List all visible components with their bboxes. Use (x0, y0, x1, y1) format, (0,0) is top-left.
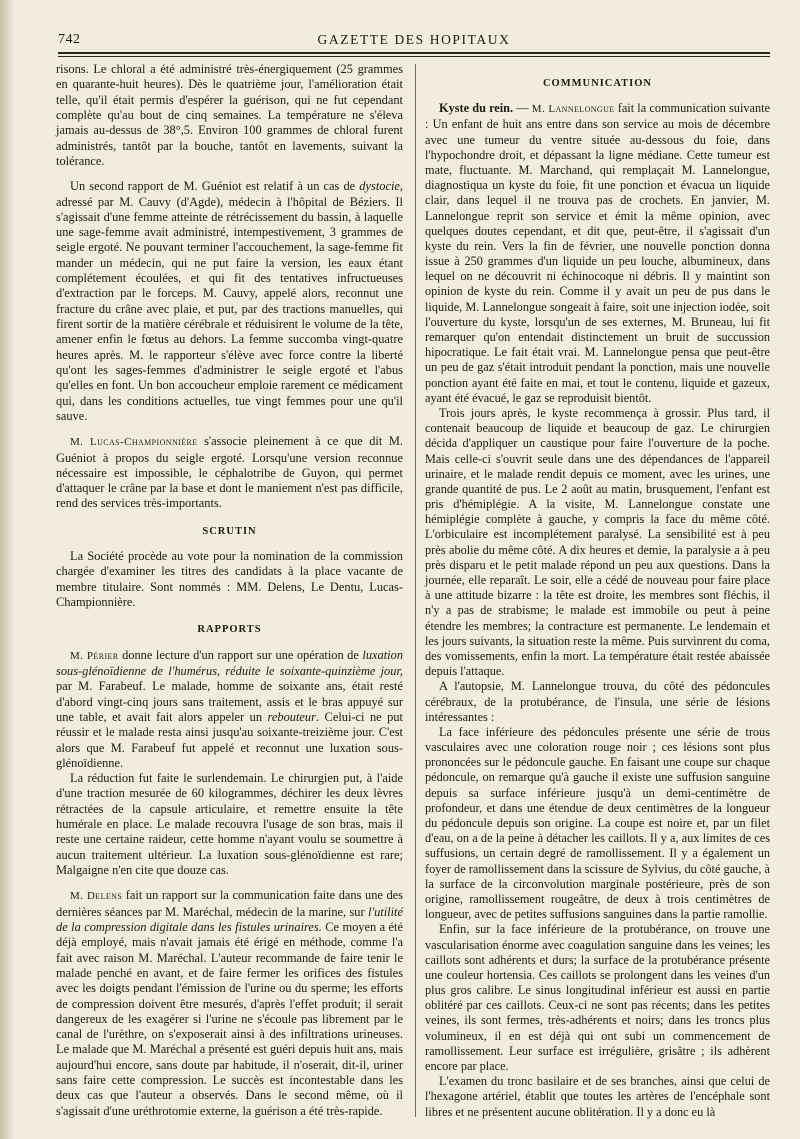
text: Ce moyen a été déjà employé, mais n'avait jamais été érigé en méthode, comme l'a fait avec raison M. Maréchal. L'auteur recommande de faire tenir le malade penché en avant, et de faire fermer les orifices des fistules avec les doigts pendant l'émission de l'urine ou du sperme; les efforts de compression doivent être mesurés, d'après l'effet produit; il serait dangereux de les exagérer si l'urine ne s'écoule pas librement par le canal de l'urèthre, on s'exposerait ainsi à des infiltrations urineuses. Le malade que M. Maréchal a présenté est guéri depuis huit ans, mais aujourd'hui encore, sans doute par habitude, il n'oserait, dit-il, uriner sans faire cette compression. Le succès est incontestable dans les deux cas que l'auteur a observés. Dans le second même, où il s'agissait d'une uréthrotomie externe, la guérison a été très-rapide. (56, 919, 404, 1118)
text: fait la communication suivante : Un enfant de huit ans entre dans son service au mois de décembre avec une tumeur du ventre située au-dessous du foie, dans l'hypochondre droit, et dépassant la ligne médiane. Cette tumeur est mate, fluctuante. M. Marchand, qui remplaçait M. Lannelongue, diagnostiqua un kyste du foie, fit une ponction et évacua un liquide clair, dans lequel il ne trouva pas de crochets. En janvier, M. Lannelongue reprit son service et émit la même opinion, avec quelques doutes cependant, et dit que, peut-être, il s'agissait d'un kyste du rein. Vers la fin de février, une nouvelle ponction donna issue à 250 grammes d'un liquide un peu louche, albumineux, dans lequel on ne découvrit ni échinocoque ni débris. Il y maintint son opinion de kyste du rein. Comme il y avait un peu de pus dans le liquide, M. Lannelongue songeait à faire, soit une injection iodée, soit l'ouverture du kyste, lorsqu'un de ses externes, M. Bruneau, lui fit remarquer qu'on entendait distinctement un bruit de succussion hipocratique. Le fait était vrai. M. Lannelongue pensa que peut-être un peu de gaz s'était introduit pendant la ponction, mais une nouvelle ponction ayant été faite en mai, et tout le contenu, liquide et gazeux, ayant été évacué, le gaz se reproduisit bientôt. (425, 101, 771, 405)
speaker-name: M. Delens (70, 890, 123, 903)
paragraph: La Société procède au vote pour la nomination de la commission chargée d'examiner les titres des candidats à la place vacante de membre titulaire. Sont nommés : MM. Delens, Le Dentu, Lucas-Championnière. (56, 549, 403, 609)
section-heading-communication: COMMUNICATION (542, 78, 653, 89)
text: donne lecture d'un rapport sur une opération de (118, 647, 363, 662)
paragraph (425, 101, 770, 406)
paragraph: Enfin, sur la face inférieure de la protubérance, on trouve une vascularisation énorme avec coagulation sanguine dans les veines; les caillots sont adhérents et durs; la surface de la protubérance présente une couleur hortensia. Ces caillots se prolongent dans les veines d'un plus gros calibre. Le sinus longitudinal inférieur est aussi en partie oblitéré par ces caillots. Ceux-ci ne sont pas récents; dans les petites veines, ils sont fermes, très-adhérents et noirs; dans les troncs plus volumineux, il en est déjà qui ont subi un commencement de ramollissement. Leur surface est irrégulière, grisâtre ; ils adhèrent encore par place. (425, 922, 770, 1073)
page-header (58, 30, 770, 50)
header-rule-thin (58, 56, 770, 57)
italic-term: rebouteur (267, 709, 316, 724)
paragraph: risons. Le chloral a été administré très-énergiquement (25 grammes en quarante-huit heures). Dès le quatrième jour, l'amélioration était telle, qu'il était permis d'espérer la guérison, qui ne fut cependant complète qu'au bout de cinq semaines. La température ne s'éleva jamais au-dessus de 38°,5. Environ 100 grammes de chloral furent administrés, tantôt par la bouche, tantôt en lavements, suivant la tolérance. (56, 62, 403, 168)
page-edge-shadow (0, 0, 14, 1139)
paragraph: A l'autopsie, M. Lannelongue trouva, du côté des pédoncules cérébraux, de la protubérance, de l'insula, une série de lésions intéressantes : (425, 679, 770, 724)
section-heading-scrutin: SCRUTIN (202, 525, 257, 537)
right-column (425, 62, 770, 1120)
text: s'associe pleinement à ce que dit M. Guéniot à propos du seigle ergoté. Lorsqu'une version reconnue nécessaire est impossible, le céphalotribe de Guyon, qui permet d'attaquer le crâne par la base et dont le maniement n'est pas difficile, rend des services très-importants. (56, 434, 404, 511)
section-heading-rapports: RAPPORTS (197, 624, 262, 636)
text: . Celui-ci ne put réussir et le malade resta ainsi jusqu'au soixante-treizième jour. C'est alors que M. Farabeuf fut appelé et reconnut une luxation sous-glénoïdienne. (56, 709, 403, 770)
text: par M. Farabeuf. Le malade, homme de soixante ans, était resté d'abord vingt-cinq jours sans traitement, assis et le bras appuyé sur une table, et avait fait alors appeler un (56, 679, 403, 724)
column-divider (415, 64, 416, 1117)
text: adressé par M. Cauvy (d'Agde), médecin à l'hôpital de Béziers. Il s'agissait d'une femme atteinte de rétrécissement du bassin, à laquelle une sage-femme avait administré, intempestivement, 3 grammes de seigle ergoté. Ne pouvant terminer l'accouchement, la sage-femme fit mander un médecin, qui ne put faire la version, les eaux étant complétement écoulées, et qui fit des tentatives infructueuses d'extraction par le forceps. M. Cauvy, appelé alors, reconnut une fracture du crâne avec plaie, et put, par des tractions manuelles, qui firent sortir de la matière cérébrale et réduisirent le volume de la tête, amener enfin le fœtus au dehors. La femme succomba vingt-quatre heures après. M. le rapporteur s'élève avec force contre la liberté qu'ont les sages-femmes d'administrer le seigle ergoté et l'abus qu'elles en font. Un bon accoucheur emploie rarement ce médicament qui, dans les conditions actuelles, tue vingt femmes pour une qu'il sauve. (56, 194, 403, 423)
paragraph (56, 434, 403, 512)
paragraph: L'examen du tronc basilaire et de ses branches, ainsi que celui de l'hexagone artériel, établit que toutes les artères de l'encéphale sont libres et ne présentent aucune oblitération. Il y a donc eu là (425, 1074, 770, 1119)
paragraph (56, 648, 403, 772)
speaker-name: M. Lannelongue (531, 103, 615, 116)
header-rule-thick (58, 52, 770, 54)
italic-title: luxation sous-glénoïdienne de l'humérus, réduite le soixante-quinzième jour, (56, 647, 404, 678)
paragraph: La réduction fut faite le surlendemain. Le chirurgien put, à l'aide d'une traction mesurée de 60 kilogrammes, déchirer les deux lèvres rétractées de la capsule articulaire, et remettre ensuite la tête humérale en place. Le malade recouvra l'usage de son bras, mais il reste une certaine raideur, cette homme n'ayant voulu se soumettre à aucun traitement ultérieur. La luxation sous-glénoïdienne est rare; Malgaigne n'en cite que douze cas. (56, 771, 403, 877)
running-title: GAZETTE DES HOPITAUX (317, 32, 511, 47)
dash: — (513, 101, 532, 116)
speaker-name: M. Périer (70, 649, 119, 662)
paragraph (56, 888, 403, 1119)
paragraph: Trois jours après, le kyste recommença à grossir. Plus tard, il contenait beaucoup de liquide et beaucoup de gaz. Le chirurgien décida d'appliquer un caustique pour faire l'ouverture de la poche. Mais celle-ci s'ouvrit seule dans une des dépendances de l'appareil urinaire, et le malade rendit depuis ce moment, avec les urines, une grande quantité de pus. Le 2 août au matin, brusquement, l'enfant est pris d'hémiplégie. A la visite, M. Lannelongue constate une hémiplégie complète à gauche, y compris la face du même côté. L'orbiculaire est incomplétement paralysé. La sensibilité est à peu près abolie du même côté. A dix heures et demie, la paralysie a à peu près disparu et le petit malade répond un peu aux questions. Dans la journée, elle reparaît. Le soir, elle a cédé de nouveau pour faire place à une attitude bizarre : la tête est droite, les membres sont fléchis, il n'y a pas de strabisme; le malade est immobile ou peut à peine étendre les membres; la contracture est permanente. Le lendemain et les jours suivants, la situation reste la même. Puis survinrent du coma, des vomissements, enfin la mort. La température était restée abaissée depuis l'attaque. (425, 405, 770, 679)
text: fait un rapport sur la communication faite dans une des dernières séances par M. Maréchal, médecin de la marine, sur (56, 888, 403, 919)
italic-term: dystocie, (359, 179, 403, 194)
article-title: Kyste du rein. (439, 101, 514, 116)
paragraph: La face inférieure des pédoncules présente une série de trous vasculaires avec une coloration rouge noir ; ces lésions sont plus prononcées sur le pédoncule gauche. En faisant une coupe sur chaque pédoncule, on remarque qu'à gauche il existe une suffusion sanguine depuis sa surface inférieure jusqu'à un demi-centimètre de profondeur, et dans une étendue de deux centimètres de la longueur du pédoncule depuis son origine. La coupe est noire et, par un filet d'eau, on a de la peine à détacher les caillots. Il y a, aux limites de ces suffusions, un certain degré de ramollissement. Il y a également un foyer de ramollissement dans la scissure de Sylvius, du côté gauche, à la surface de la circonvolution marginale postérieure, près de son origine, ramollissement rougeâtre, de deux à trois centimètres de longueur, avec de petites suffusions sanguines dans la partie ramollie. (425, 724, 770, 922)
page-number: 742 (58, 32, 81, 47)
speaker-name: M. Lucas-Championnière (70, 436, 198, 449)
paragraph (56, 179, 403, 424)
italic-title: l'utilité de la compression digitale dans les fistules urinaires. (56, 904, 403, 934)
left-column (56, 62, 403, 1119)
text: Un second rapport de M. Guéniot est relatif à un cas de (70, 179, 360, 194)
